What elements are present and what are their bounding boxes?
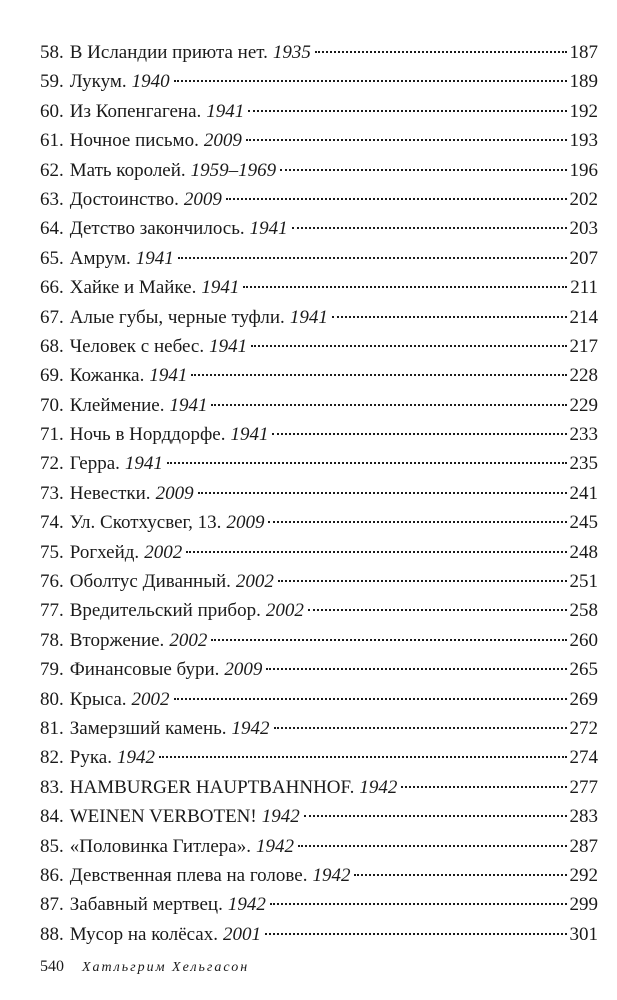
dot-leader xyxy=(174,80,567,82)
toc-entry-page: 269 xyxy=(569,688,598,710)
dot-leader xyxy=(251,345,566,347)
toc-entry-number: 59. xyxy=(40,71,64,93)
toc-entry-page: 299 xyxy=(569,894,598,916)
toc-entry-year: 1942 xyxy=(116,747,155,769)
toc-entry-title: Рогхейд. xyxy=(69,541,140,563)
toc-entry-title: Оболтус Диванный. xyxy=(69,571,231,593)
toc-entry[interactable] xyxy=(40,596,598,625)
toc-entry-title: Рука. xyxy=(69,747,112,769)
toc-entry-number: 66. xyxy=(40,277,64,299)
toc-entry-page: 301 xyxy=(569,923,598,945)
toc-entry[interactable] xyxy=(40,156,598,185)
toc-entry-year: 1941 xyxy=(169,394,208,416)
toc-entry-year: 1959–1969 xyxy=(190,159,277,181)
toc-entry-title: Мусор на колёсах. xyxy=(69,923,218,945)
toc-entry[interactable] xyxy=(40,185,598,214)
toc-entry-page: 272 xyxy=(569,717,598,739)
toc-entry-title: Достоинство. xyxy=(69,188,179,210)
toc-entry-page: 251 xyxy=(569,571,598,593)
dot-leader xyxy=(243,286,567,288)
toc-entry-page: 187 xyxy=(569,42,598,63)
toc-entry-year: 1941 xyxy=(135,247,174,269)
toc-entry-page: 189 xyxy=(569,71,598,93)
toc-entry-number: 83. xyxy=(40,776,64,798)
toc-entry-year: 1941 xyxy=(249,218,288,240)
toc-entry-page: 287 xyxy=(569,835,598,857)
toc-entry-number: 84. xyxy=(40,806,64,828)
toc-entry-page: 258 xyxy=(569,600,598,622)
page-footer xyxy=(40,957,249,978)
toc-entry[interactable] xyxy=(40,273,598,302)
toc-entry-page: 233 xyxy=(569,424,598,446)
toc-entry-year: 2002 xyxy=(265,600,304,622)
toc-entry[interactable] xyxy=(40,538,598,567)
toc-entry-title: Хайке и Майке. xyxy=(69,277,197,299)
toc-entry-title: Детство закончилось. xyxy=(69,218,245,240)
toc-entry-page: 217 xyxy=(569,335,598,357)
toc-entry[interactable] xyxy=(40,126,598,155)
toc-entry-title: Мать королей. xyxy=(69,159,186,181)
toc-entry-number: 79. xyxy=(40,659,64,681)
toc-entry-year: 2002 xyxy=(144,541,183,563)
toc-entry-page: 203 xyxy=(569,218,598,240)
dot-leader xyxy=(268,521,566,523)
toc-entry-title: Ул. Скотхусвег, 13. xyxy=(69,512,222,534)
toc-entry-number: 88. xyxy=(40,923,64,945)
toc-entry-title: WEINEN VERBOTEN! xyxy=(69,806,257,828)
dot-leader xyxy=(304,815,567,817)
toc-entry-title: Девственная плева на голове. xyxy=(69,864,308,886)
dot-leader xyxy=(178,257,567,259)
toc-entry-year: 1941 xyxy=(209,335,248,357)
dot-leader xyxy=(159,756,567,758)
dot-leader xyxy=(292,227,567,229)
toc-entry-page: 214 xyxy=(569,306,598,328)
page-number: 540 xyxy=(40,958,64,975)
toc-entry[interactable] xyxy=(40,890,598,919)
dot-leader xyxy=(272,433,566,435)
toc-entry-page: 292 xyxy=(569,864,598,886)
toc-entry-title: Человек с небес. xyxy=(69,335,205,357)
toc-entry-number: 58. xyxy=(40,42,64,63)
toc-entry-number: 64. xyxy=(40,218,64,240)
dot-leader xyxy=(248,110,566,112)
toc-entry-page: 207 xyxy=(569,247,598,269)
toc-entry-title: Лукум. xyxy=(69,71,127,93)
toc-entry-year: 1941 xyxy=(149,365,188,387)
toc-entry-number: 67. xyxy=(40,306,64,328)
toc-entry-year: 2009 xyxy=(203,130,242,152)
toc-entry-title: Финансовые бури. xyxy=(69,659,220,681)
dot-leader xyxy=(270,903,567,905)
toc-entry[interactable] xyxy=(40,567,598,596)
toc-entry-year: 2001 xyxy=(222,923,261,945)
toc-entry[interactable] xyxy=(40,449,598,478)
toc-entry-page: 192 xyxy=(569,100,598,122)
toc-entry-number: 86. xyxy=(40,864,64,886)
dot-leader xyxy=(266,668,566,670)
dot-leader xyxy=(298,845,567,847)
toc-entry-number: 73. xyxy=(40,482,64,504)
toc-entry-page: 260 xyxy=(569,629,598,651)
toc-entry-year: 2002 xyxy=(169,629,208,651)
toc-entry-number: 75. xyxy=(40,541,64,563)
toc-entry-title: Крыса. xyxy=(69,688,127,710)
toc-entry[interactable] xyxy=(40,67,598,96)
toc-entry-number: 76. xyxy=(40,571,64,593)
toc-entry-year: 1940 xyxy=(131,71,170,93)
toc-entry-year: 1942 xyxy=(312,864,351,886)
toc-entry-year: 1942 xyxy=(231,717,270,739)
toc-entry[interactable] xyxy=(40,420,598,449)
toc-entry[interactable] xyxy=(40,743,598,772)
toc-entry-year: 1942 xyxy=(359,776,398,798)
toc-entry-year: 2002 xyxy=(131,688,170,710)
toc-entry-page: 277 xyxy=(569,776,598,798)
toc-entry[interactable] xyxy=(40,391,598,420)
toc-entry-page: 193 xyxy=(569,130,598,152)
dot-leader xyxy=(308,609,567,611)
dot-leader xyxy=(265,933,567,935)
toc-entry-number: 70. xyxy=(40,394,64,416)
toc-entry-title: Из Копенгагена. xyxy=(69,100,202,122)
toc-entry-title: Герра. xyxy=(69,453,120,475)
dot-leader xyxy=(226,198,567,200)
toc-entry-title: Забавный мертвец. xyxy=(69,894,223,916)
toc-entry-title: Ночь в Норддорфе. xyxy=(69,424,226,446)
toc-entry-year: 1941 xyxy=(289,306,328,328)
toc-entry-number: 87. xyxy=(40,894,64,916)
toc-entry-year: 2009 xyxy=(183,188,222,210)
toc-entry-year: 1941 xyxy=(124,453,163,475)
toc-entry[interactable] xyxy=(40,626,598,655)
toc-entry-year: 2009 xyxy=(155,482,194,504)
dot-leader xyxy=(211,639,566,641)
toc-entry-number: 77. xyxy=(40,600,64,622)
toc-entry-number: 82. xyxy=(40,747,64,769)
dot-leader xyxy=(174,698,567,700)
toc-entry[interactable] xyxy=(40,214,598,243)
toc-entry-number: 68. xyxy=(40,335,64,357)
toc-entry-year: 1935 xyxy=(272,42,311,63)
dot-leader xyxy=(198,492,567,494)
dot-leader xyxy=(246,139,567,141)
toc-entry[interactable] xyxy=(40,332,598,361)
toc-entry[interactable] xyxy=(40,303,598,332)
dot-leader xyxy=(401,786,566,788)
toc-entry-year: 1941 xyxy=(206,100,245,122)
toc-entry-number: 72. xyxy=(40,453,64,475)
toc-entry[interactable] xyxy=(40,655,598,684)
toc-entry-number: 62. xyxy=(40,159,64,181)
toc-entry-page: 241 xyxy=(569,482,598,504)
toc-entry-page: 248 xyxy=(569,541,598,563)
toc-entry-number: 78. xyxy=(40,629,64,651)
toc-entry-year: 1941 xyxy=(201,277,240,299)
toc-entry-page: 283 xyxy=(569,806,598,828)
toc-entry-title: Ночное письмо. xyxy=(69,130,199,152)
toc-entry-year: 1942 xyxy=(256,835,294,857)
toc-entry-number: 71. xyxy=(40,424,64,446)
toc-entry-year: 2009 xyxy=(224,659,263,681)
toc-entry-page: 211 xyxy=(570,277,598,299)
toc-entry-title: Кожанка. xyxy=(69,365,145,387)
dot-leader xyxy=(167,462,567,464)
dot-leader xyxy=(315,51,567,53)
toc-entry-number: 69. xyxy=(40,365,64,387)
toc-entry[interactable] xyxy=(40,38,598,67)
running-author: Хатльгрим Хельгасон xyxy=(82,960,250,975)
toc-entry-year: 2002 xyxy=(235,571,274,593)
toc-entry-number: 85. xyxy=(40,835,64,857)
toc-entry-page: 235 xyxy=(569,453,598,475)
toc-entry-page: 265 xyxy=(569,659,598,681)
dot-leader xyxy=(278,580,567,582)
toc-entry[interactable] xyxy=(40,861,598,890)
dot-leader xyxy=(186,551,566,553)
toc-entry-number: 80. xyxy=(40,688,64,710)
toc-entry-year: 1942 xyxy=(227,894,266,916)
toc-entry-page: 274 xyxy=(569,747,598,769)
toc-entry-page: 228 xyxy=(569,365,598,387)
dot-leader xyxy=(354,874,566,876)
toc-entry-year: 2009 xyxy=(226,512,265,534)
toc-entry-title: «Половинка Гитлера». xyxy=(69,835,251,857)
toc-entry[interactable] xyxy=(40,508,598,537)
toc-entry[interactable] xyxy=(40,361,598,390)
toc-entry[interactable] xyxy=(40,714,598,743)
toc-entry[interactable] xyxy=(40,685,598,714)
toc-entry[interactable] xyxy=(40,97,598,126)
toc-entry-title: Вторжение. xyxy=(69,629,165,651)
toc-entry-page: 196 xyxy=(569,159,598,181)
toc-entry-title: Алые губы, черные туфли. xyxy=(69,306,285,328)
toc-entry-year: 1942 xyxy=(261,806,300,828)
table-of-contents xyxy=(40,38,598,949)
toc-entry-number: 74. xyxy=(40,512,64,534)
toc-entry-title: В Исландии приюта нет. xyxy=(69,42,268,63)
toc-entry-page: 245 xyxy=(569,512,598,534)
toc-entry[interactable] xyxy=(40,479,598,508)
toc-entry-page: 229 xyxy=(569,394,598,416)
toc-entry-number: 60. xyxy=(40,100,64,122)
dot-leader xyxy=(211,404,566,406)
toc-entry-number: 65. xyxy=(40,247,64,269)
dot-leader xyxy=(280,169,566,171)
toc-entry-year: 1941 xyxy=(230,424,269,446)
dot-leader xyxy=(274,727,567,729)
toc-entry-title: Амрум. xyxy=(69,247,131,269)
toc-entry-title: Вредительский прибор. xyxy=(69,600,261,622)
toc-entry-number: 81. xyxy=(40,717,64,739)
dot-leader xyxy=(332,316,567,318)
toc-entry[interactable] xyxy=(40,244,598,273)
toc-entry-page: 202 xyxy=(569,188,598,210)
toc-entry[interactable] xyxy=(40,920,598,949)
dot-leader xyxy=(191,374,566,376)
toc-entry[interactable] xyxy=(40,802,598,831)
toc-entry[interactable] xyxy=(40,832,598,861)
toc-entry-title: HAMBURGER HAUPTBAHNHOF. xyxy=(69,776,355,798)
toc-entry-number: 63. xyxy=(40,188,64,210)
toc-entry[interactable] xyxy=(40,773,598,802)
toc-entry-title: Замерзший камень. xyxy=(69,717,227,739)
toc-entry-title: Клеймение. xyxy=(69,394,165,416)
toc-entry-number: 61. xyxy=(40,130,64,152)
toc-entry-title: Невестки. xyxy=(69,482,151,504)
